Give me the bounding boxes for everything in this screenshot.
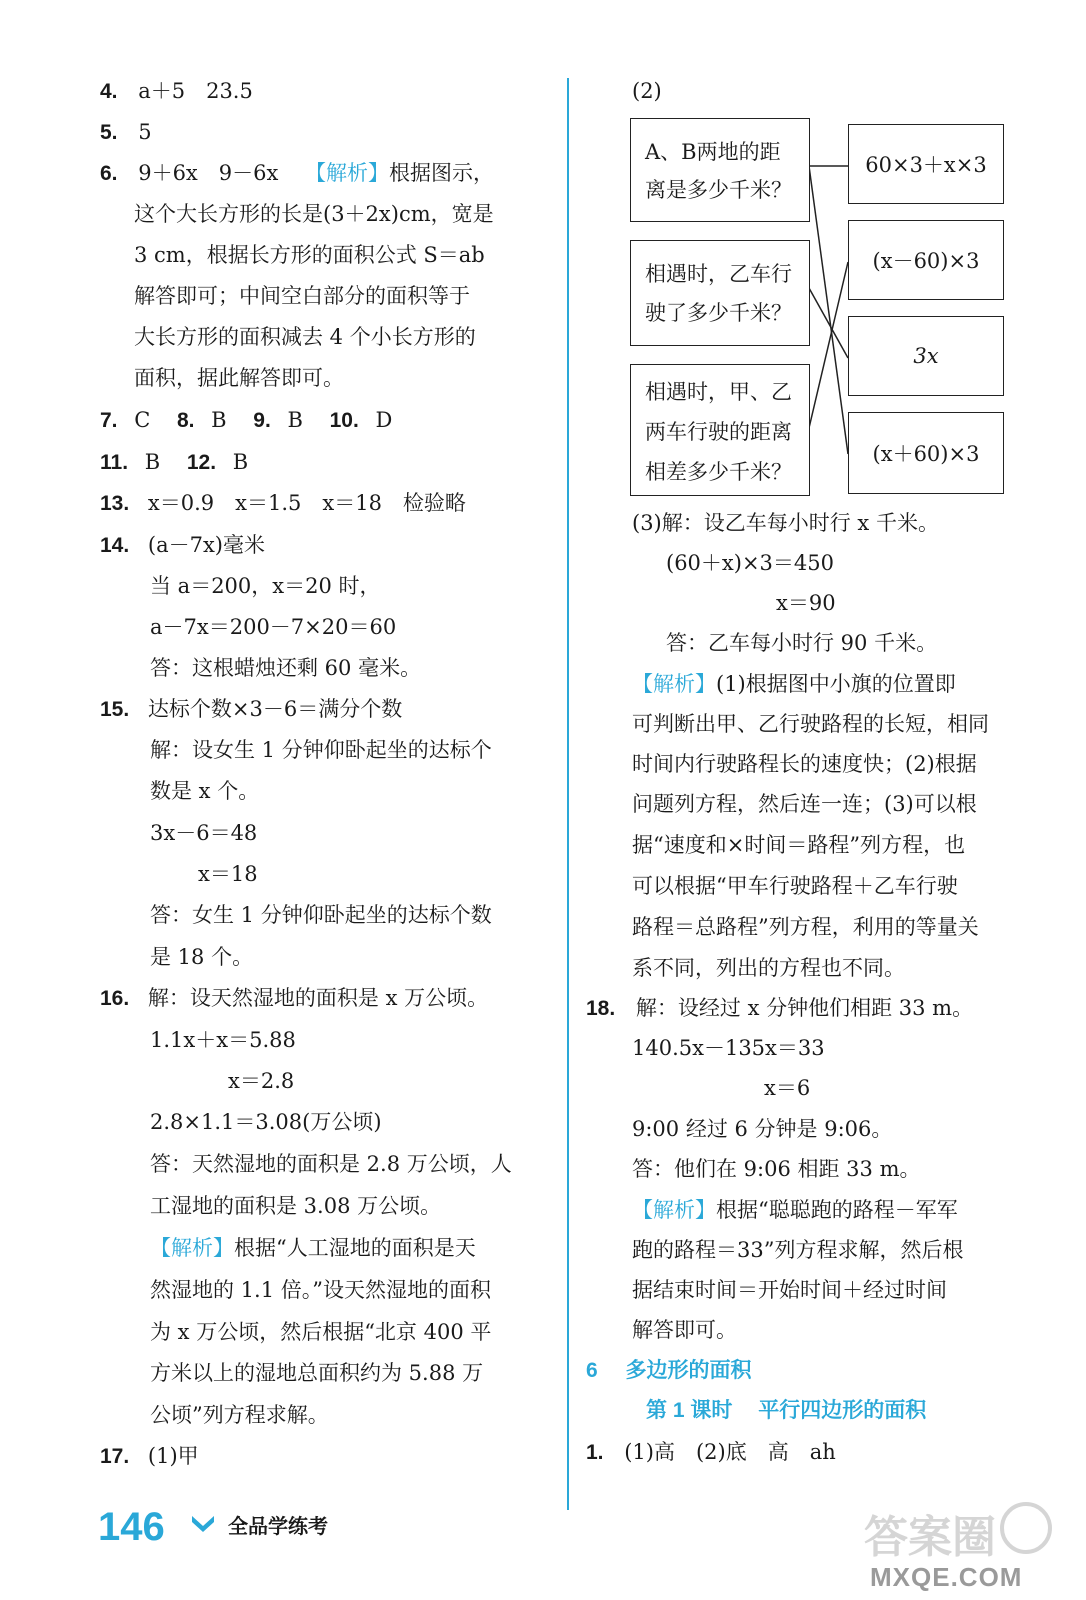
answer-line: x＝90 [776,591,836,615]
analysis-tag: 【解析】 [305,161,390,185]
match-line [809,262,848,428]
expression-box-3: 3x [848,316,1004,396]
question-6: 6. 9＋6x 9－6x 【解析】根据图示， [100,161,495,185]
answer-line: a－7x＝200－7×20＝60 [150,615,397,639]
answer-line: 当 a＝200，x＝20 时， [150,574,381,598]
question-17: 17. (1)甲 [100,1444,199,1468]
brand-chevron-icon [190,1514,216,1534]
analysis-line: 系不同，列出的方程也不同。 [632,956,905,980]
question-18: 18. 解：设经过 x 分钟他们相距 33 m。 [586,996,974,1020]
answer-line: 是 18 个。 [150,945,254,969]
brand-name: 全品学练考 [228,1516,328,1538]
lesson-heading: 第 1 课时 平行四边形的面积 [646,1399,927,1422]
analysis-line: 据“速度和×时间＝路程”列方程，也 [632,833,966,857]
analysis-tag: 【解析】 [632,672,716,696]
analysis-line: 公顷”列方程求解。 [150,1403,329,1427]
answer-line: 答：这根蜡烛还剩 60 毫米。 [150,656,422,680]
analysis-line: 这个大长方形的长是(3＋2x)cm，宽是 [134,202,494,226]
analysis-line: 面积，据此解答即可。 [134,366,344,390]
analysis-line: 3 cm，根据长方形的面积公式 S＝ab [134,243,485,267]
answer-line: 1.1x＋x＝5.88 [150,1028,296,1052]
question-1: 1. (1)高 (2)底 高 ah [586,1440,836,1464]
expression-box-1: 60×3＋x×3 [848,124,1004,204]
answer-line: (60＋x)×3＝450 [666,551,834,575]
analysis-line: 然湿地的 1.1 倍。”设天然湿地的面积 [150,1278,491,1302]
analysis-line: 可以根据“甲车行驶路程＋乙车行驶 [632,874,958,898]
expression-box-2: (x－60)×3 [848,220,1004,300]
answer-line: x＝6 [764,1076,811,1100]
part-2-label: (2) [632,79,662,103]
analysis-line: 解答即可；中间空白部分的面积等于 [134,284,470,308]
analysis-line: 路程＝总路程”列方程，利用的等量关 [632,915,979,939]
question-5: 5. 5 [100,120,152,144]
answer-line: 140.5x－135x＝33 [632,1036,825,1060]
answer-line: 答：他们在 9:06 相距 33 m。 [632,1157,921,1181]
watermark-text: MXQE.COM [870,1562,1023,1592]
question-14: 14. (a－7x)毫米 [100,533,266,557]
answer-line: x＝2.8 [228,1069,295,1093]
question-box-car-b: 相遇时，乙车行 驶了多少千米？ [630,240,810,346]
analysis-line: 【解析】(1)根据图中小旗的位置即 [632,672,956,696]
analysis-line: 【解析】根据“聪聪跑的路程－军军 [632,1198,958,1222]
match-line [809,166,848,454]
question-4: 4. a＋5 23.5 [100,79,253,103]
analysis-line: 大长方形的面积减去 4 个小长方形的 [134,325,476,349]
answer-line: 工湿地的面积是 3.08 万公顷。 [150,1194,442,1218]
answer-line: 答：天然湿地的面积是 2.8 万公顷，人 [150,1152,512,1176]
answer-line: 3x－6＝48 [150,821,258,845]
analysis-tag: 【解析】 [150,1236,234,1260]
analysis-line: 为 x 万公顷，然后根据“北京 400 平 [150,1320,492,1344]
analysis-line: 可判断出甲、乙行驶路程的长短，相同 [632,712,989,736]
page-number: 146 [98,1505,165,1549]
part-3-line: (3)解：设乙车每小时行 x 千米。 [632,511,939,535]
question-13: 13. x＝0.9 x＝1.5 x＝18 检验略 [100,491,466,515]
question-box-distance: A、B两地的距 离是多少千米？ [630,118,810,222]
analysis-line: 跑的路程＝33”列方程求解，然后根 [632,1238,964,1262]
questions-7-10: 7. C 8. B 9. B 10. D [100,408,393,432]
answer-line: 答：乙车每小时行 90 千米。 [666,631,938,655]
question-16: 16. 解：设天然湿地的面积是 x 万公顷。 [100,986,489,1010]
analysis-line: 【解析】根据“人工湿地的面积是天 [150,1236,476,1260]
analysis-line: 解答即可。 [632,1318,737,1342]
answer-line: 数是 x 个。 [150,779,260,803]
analysis-tag: 【解析】 [632,1198,716,1222]
analysis-line: 方米以上的湿地总面积约为 5.88 万 [150,1361,484,1385]
analysis-line: 时间内行驶路程长的速度快；(2)根据 [632,752,977,776]
watermark-glyphs: 答案圈 [864,1512,996,1563]
expression-box-4: (x＋60)×3 [848,412,1004,494]
question-box-difference: 相遇时，甲、乙 两车行驶的距离 相差多少千米？ [630,364,810,496]
answer-line: x＝18 [198,862,258,886]
analysis-line: 据结束时间＝开始时间＋经过时间 [632,1278,947,1302]
analysis-line: 问题列方程，然后连一连；(3)可以根 [632,792,977,816]
question-15: 15. 达标个数×3－6＝满分个数 [100,697,403,721]
answer-line: 答：女生 1 分钟仰卧起坐的达标个数 [150,903,492,927]
answer-line: 2.8×1.1＝3.08(万公顷) [150,1110,382,1134]
answer-line: 解：设女生 1 分钟仰卧起坐的达标个 [150,738,492,762]
questions-11-12: 11. B 12. B [100,450,249,474]
section-heading: 6 多边形的面积 [586,1359,752,1382]
answer-line: 9:00 经过 6 分钟是 9:06。 [632,1117,893,1141]
